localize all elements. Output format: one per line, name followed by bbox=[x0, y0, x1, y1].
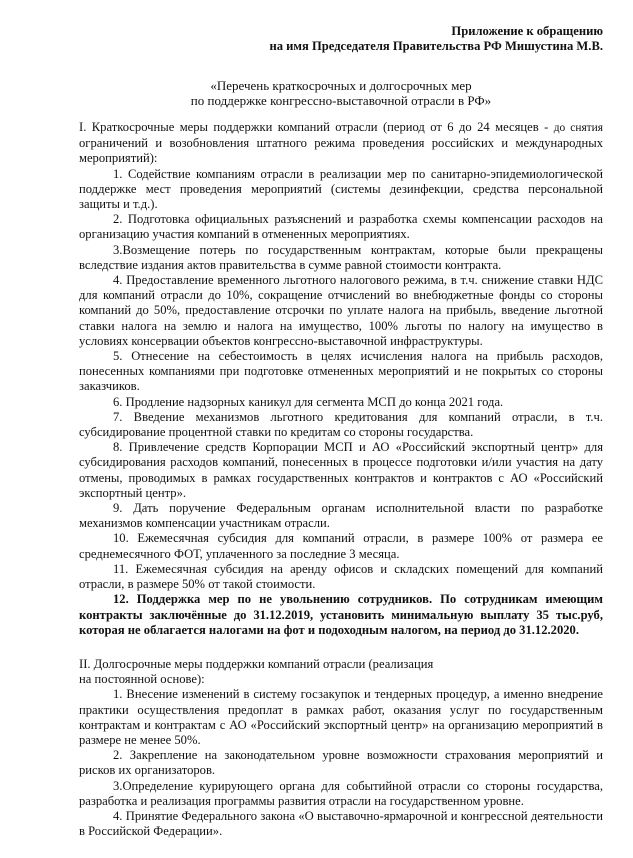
header-line-2: на имя Председателя Правительства РФ Мишустина М.В. bbox=[269, 39, 603, 53]
document-title bbox=[79, 78, 603, 108]
section-2-heading-line-2: на постоянной основе): bbox=[79, 672, 205, 687]
section-1-heading-main: I. Краткосрочные меры поддержки компаний отрасли (период от 6 до 24 месяцев - bbox=[79, 120, 554, 134]
section-1-item-4: 4. Предоставление временного льготного налогового режима, в т.ч. снижение ставки НДС для компаний отрасли до 10%, сокращение отчислений во внебюджетные фонды со стороны компаний до 50%, предоставление отсрочки по уплате налога на прибыль, введение льготной ставки налога на землю и налога на имущество, 100% льготы по налогу на имущество в условиях консервации объектов конгрессно-выставочной инфраструктуры. bbox=[79, 273, 603, 348]
section-2-item-1: 1. Внесение изменений в систему госзакупок и тендерных процедур, а именно внедрение практики осуществления предоплат в рамках работ, оказания услуг по государственным контрактам и контрактам с АО «Российский экспортный центр» на организацию мероприятий в размере не менее 50%. bbox=[79, 687, 603, 747]
section-1-item-9: 9. Дать поручение Федеральным органам исполнительной власти по разработке механизмов компенсации участникам отрасли. bbox=[79, 501, 603, 531]
section-1-item-6: 6. Продление надзорных каникул для сегмента МСП до конца 2021 года. bbox=[113, 394, 504, 409]
section-1-item-11: 11. Ежемесячная субсидия на аренду офисов и складских помещений для компаний отрасли, в размере 50% от такой стоимости. bbox=[79, 561, 603, 592]
section-1-item-2: 2. Подготовка официальных разъяснений и разработка схемы компенсации расходов на организацию участия компаний в отмененных мероприятиях. bbox=[79, 212, 603, 242]
section-2-heading-line-1: II. Долгосрочные меры поддержки компаний отрасли (реализация bbox=[79, 656, 434, 671]
section-spacer bbox=[79, 638, 603, 657]
section-1-item-1: 1. Содействие компаниям отрасли в реализации мер по санитарно-эпидемиологической поддержке мест проведения мероприятий (системы дезинфекции, средства персональной защиты и т.д.). bbox=[79, 166, 603, 212]
section-1-heading bbox=[79, 120, 603, 167]
section-1-item-5: 5. Отнесение на себестоимость в целях исчисления налога на прибыль расходов, понесенных компаниями при подготовке отмененных мероприятий и не покрытых со стороны заказчиков. bbox=[79, 349, 603, 394]
section-2-item-2: 2. Закрепление на законодательном уровне возможности страхования мероприятий и рисков их организаторов. bbox=[79, 748, 603, 778]
section-1-heading-small: до снятия bbox=[553, 122, 603, 134]
section-2-item-4: 4. Принятие Федерального закона «О выставочно-ярмарочной и конгрессной деятельности в Российской Федерации». bbox=[79, 808, 603, 839]
title-line-2: по поддержке конгрессно-выставочной отрасли в РФ» bbox=[190, 93, 492, 108]
section-1-heading-rest: ограничений и возобновления штатного режима проведения российских и международных мероприятий): bbox=[79, 136, 603, 166]
section-1-item-12: 12. Поддержка мер по не увольнению сотрудников. По сотрудникам имеющим контракты заключённые до 31.12.2019, установить минимальную выплату 35 тыс.руб, которая не облагается налогами на фот и подоходным налогом, на период до 31.12.2020. bbox=[79, 592, 603, 637]
section-1-item-3: 3.Возмещение потерь по государственным контрактам, которые были прекращены вследствие издания актов правительства в сумме равной стоимости контракта. bbox=[79, 242, 603, 272]
section-1-item-8: 8. Привлечение средств Корпорации МСП и АО «Российский экспортный центр» для субсидирования расходов компаний, понесенных в процессе подготовки и/или участия на дату отмены, проводимых в рамках государственных контрактов и контрактов с АО «Российский экспортный центр». bbox=[79, 440, 603, 500]
document-header bbox=[79, 24, 603, 54]
section-1-list bbox=[79, 167, 603, 638]
section-2-item-3: 3.Определение курирующего органа для событийной отрасли со стороны государства, разработка и реализация программы развития отрасли на государственном уровне. bbox=[79, 778, 603, 808]
header-line-1: Приложение к обращению bbox=[451, 24, 603, 38]
section-2 bbox=[79, 657, 603, 839]
section-1-item-7: 7. Введение механизмов льготного кредитования для компаний отрасли, в т.ч. субсидирование процентной ставки по кредитам со стороны государства. bbox=[79, 409, 603, 440]
title-line-1: «Перечень краткосрочных и долгосрочных мер bbox=[210, 78, 472, 93]
section-1-item-10: 10. Ежемесячная субсидия для компаний отрасли, в размере 100% от размера ее среднемесячного ФОТ, уплаченного за последние 3 месяца. bbox=[79, 531, 603, 561]
